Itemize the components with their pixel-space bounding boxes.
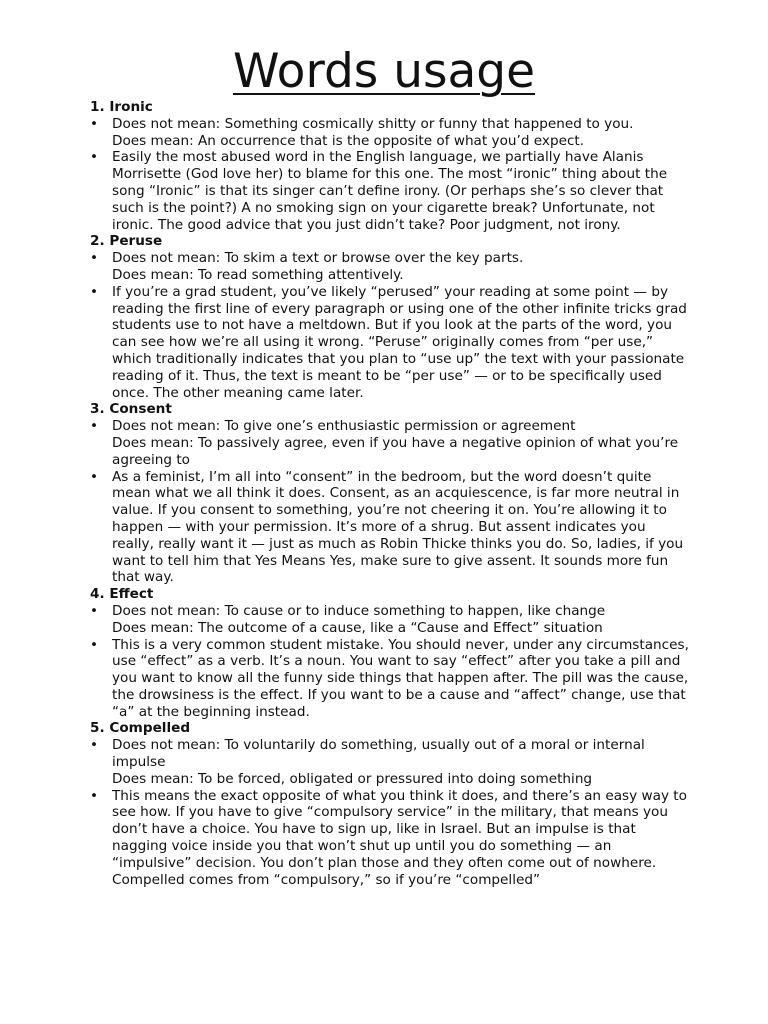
bullet-list xyxy=(90,250,690,401)
section-heading: 1. Ironic xyxy=(90,99,153,115)
not-mean-text: Does not mean: To give one’s enthusiastic permission or agreement xyxy=(112,418,576,435)
not-mean-text: Does not mean: To cause or to induce something to happen, like change xyxy=(112,602,606,619)
list-item xyxy=(90,788,690,889)
bullet-icon: • xyxy=(90,283,99,300)
explanation-text: Easily the most abused word in the English language, we partially have Alanis Morrisette (God love her) to blame for this one. The most “ironic” thing about the song “Ironic” is that its singer can’t define irony. (Or perhaps she’s so clever that such is the point?) A no smoking sign on your cigarette break? Unfortunate, not ironic. The good advice that you just didn’t take? Poor judgment, not irony. xyxy=(112,149,668,233)
section-effect xyxy=(90,586,690,720)
not-mean-text: Does not mean: To skim a text or browse over the key parts. xyxy=(112,250,524,267)
list-item xyxy=(90,603,690,637)
section-ironic xyxy=(90,99,690,233)
list-item xyxy=(90,637,690,721)
bullet-icon: • xyxy=(90,602,99,619)
list-item xyxy=(90,418,690,468)
list-item xyxy=(90,116,690,150)
section-heading: 4. Effect xyxy=(90,586,154,603)
does-mean-text: Does mean: To be forced, obligated or pressured into doing something xyxy=(112,770,593,787)
does-mean-text: Does mean: To read something attentively. xyxy=(112,266,404,283)
bullet-list xyxy=(90,418,690,586)
list-item xyxy=(90,250,690,284)
bullet-icon: • xyxy=(90,737,99,754)
list-item xyxy=(90,149,690,233)
section-consent xyxy=(90,401,690,586)
bullet-icon: • xyxy=(90,787,99,804)
explanation-text: As a feminist, I’m all into “consent” in the bedroom, but the word doesn’t quite mean what we all think it does. Consent, as an acquiescence, is far more neutral in value. If you consent to something, you’re not cheering it on. You’re allowing it to happen — with your permission. It’s more of a shrug. But assent indicates you really, really want it — just as much as Robin Thicke thinks you do. So, ladies, if you want to tell him that Yes Means Yes, make sure to give assent. It sounds more fun that way. xyxy=(112,468,684,586)
explanation-text: This is a very common student mistake. You should never, under any circumstances, use “effect” as a verb. It’s a noun. You want to say “effect” after you take a pill and you want to know all the funny side things that happen after. The pill was the cause, the drowsiness is the effect. If you want to be a cause and “affect” change, use that “a” at the beginning instead. xyxy=(112,636,689,720)
explanation-text: If you’re a grad student, you’ve likely “perused” your reading at some point — by reading the first line of every paragraph or using one of the other infinite tricks grad students use to not have a meltdown. But if you look at the parts of the word, you can see how we’re all using it wrong. “Peruse” originally comes from “per use,” which traditionally indicates that you plan to “use up” the text with your passionate reading of it. Thus, the text is meant to be “per use” — or to be specifically used once. The other meaning came later. xyxy=(112,283,687,401)
bullet-list xyxy=(90,603,690,721)
section-heading: 5. Compelled xyxy=(90,720,191,737)
section-heading: 3. Consent xyxy=(90,401,172,418)
page-title-text: Words usage xyxy=(232,44,536,99)
bullet-list xyxy=(90,737,690,888)
bullet-icon: • xyxy=(90,149,99,166)
list-item xyxy=(90,737,690,787)
does-mean-text: Does mean: To passively agree, even if you have a negative opinion of what you’re agreeing to xyxy=(112,434,679,468)
not-mean-text: Does not mean: Something cosmically shitty or funny that happened to you. xyxy=(112,115,634,132)
bullet-icon: • xyxy=(90,468,99,485)
does-mean-text: Does mean: The outcome of a cause, like a “Cause and Effect” situation xyxy=(112,619,603,636)
explanation-text: This means the exact opposite of what you think it does, and there’s an easy way to see how. If you have to give “compulsory service” in the military, that means you don’t have a choice. You have to sign up, like in Israel. But an impulse is that nagging voice inside you that won’t shut up until you do something — an “impulsive” decision. You don’t plan those and they often come out of nowhere. Compelled comes from “compulsory,” so if you’re “compelled” xyxy=(112,787,687,888)
does-mean-text: Does mean: An occurrence that is the opposite of what you’d expect. xyxy=(112,132,585,149)
list-item xyxy=(90,469,690,587)
not-mean-text: Does not mean: To voluntarily do something, usually out of a moral or internal impulse xyxy=(112,737,645,771)
bullet-icon: • xyxy=(90,418,99,435)
bullet-icon: • xyxy=(90,115,99,132)
bullet-icon: • xyxy=(90,636,99,653)
page-title xyxy=(0,44,768,100)
section-compelled xyxy=(90,720,690,888)
bullet-list xyxy=(90,116,690,234)
section-peruse xyxy=(90,233,690,401)
section-heading: 2. Peruse xyxy=(90,233,163,250)
document-body xyxy=(90,99,690,888)
bullet-icon: • xyxy=(90,250,99,267)
list-item xyxy=(90,284,690,402)
